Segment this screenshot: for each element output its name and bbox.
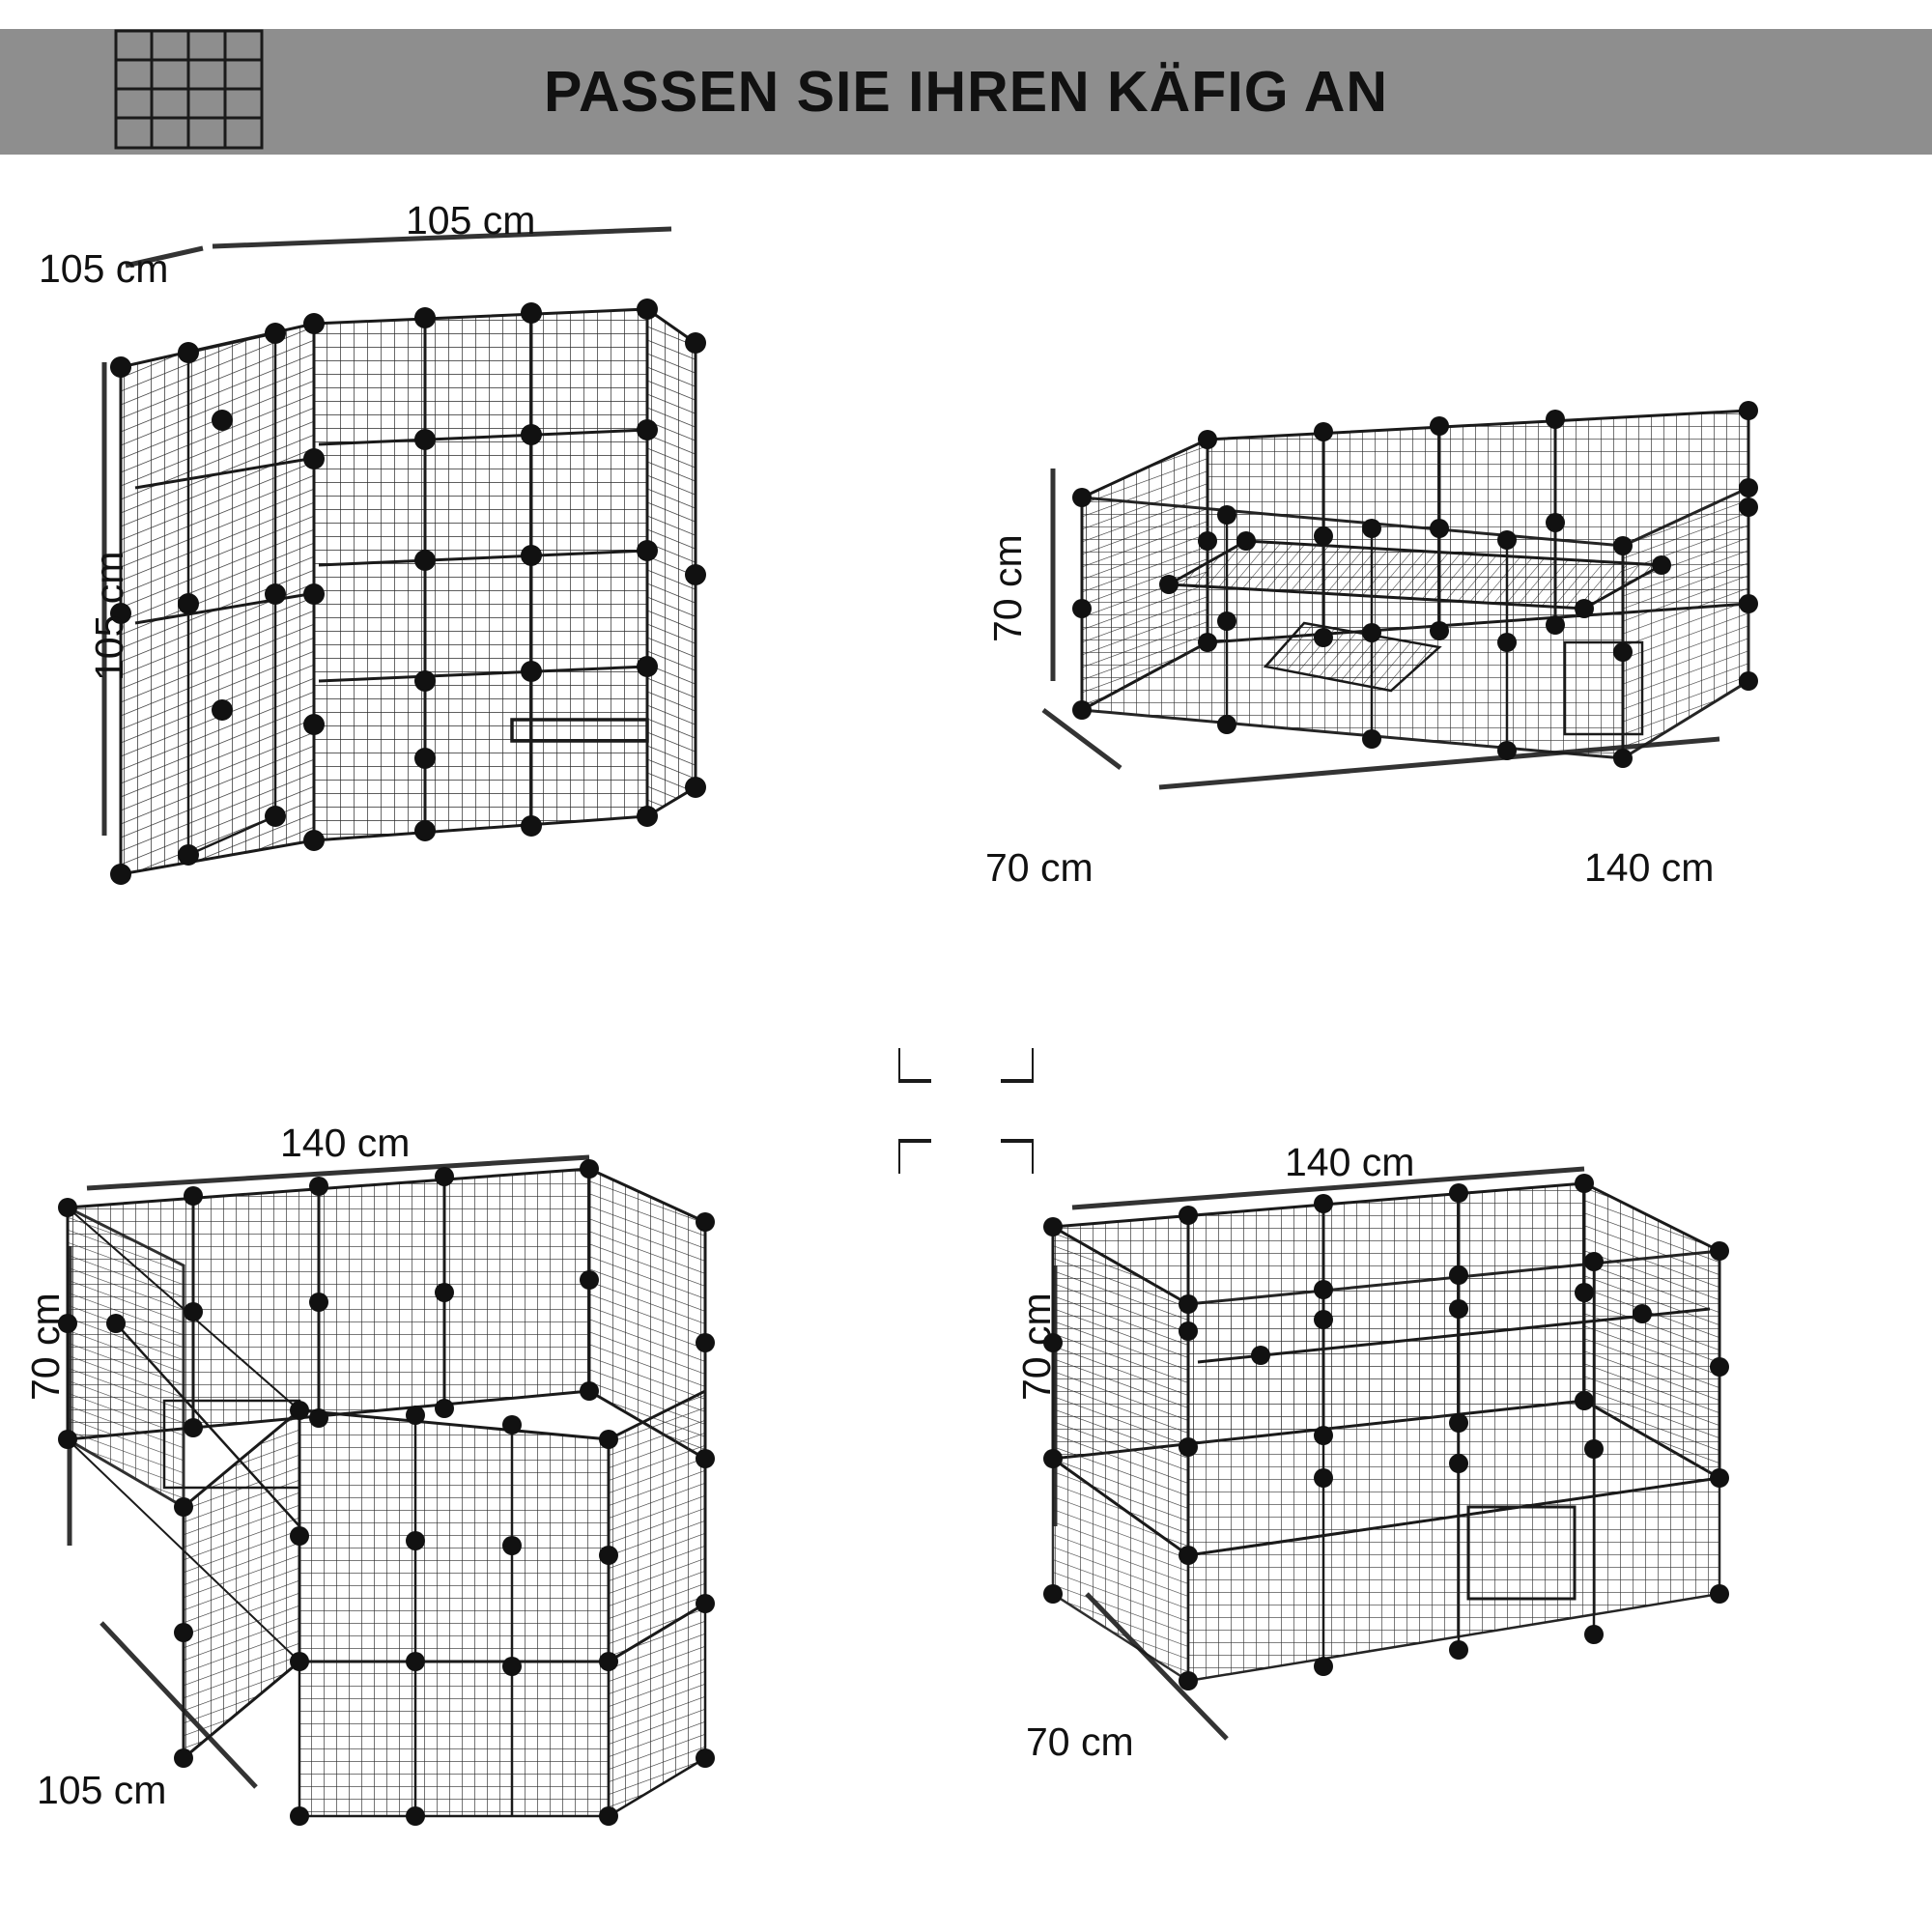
grid-panel-icon — [114, 29, 264, 150]
dim-depth-front-left: 105 cm — [37, 1768, 167, 1812]
dim-depth-front-left: 70 cm — [1026, 1719, 1134, 1764]
dim-width-front: 140 cm — [1584, 845, 1715, 890]
figure-cage-config-two-level-long — [985, 401, 1903, 942]
dim-height-left: 105 cm — [87, 551, 131, 681]
cage-drawing-tall-tower — [29, 198, 927, 913]
cage-drawing-open-box — [1005, 1140, 1913, 1835]
dim-height-left: 70 cm — [1014, 1293, 1059, 1401]
dim-depth-left: 105 cm — [39, 246, 169, 291]
dim-width-top: 140 cm — [280, 1121, 411, 1165]
header-banner — [0, 29, 1932, 155]
figure-cage-config-tall-tower — [29, 198, 927, 913]
dim-depth-front-left: 70 cm — [985, 845, 1094, 890]
page-title: PASSEN SIE IHREN KÄFIG AN — [543, 60, 1389, 124]
figure-cage-config-l-shape — [10, 1121, 927, 1893]
dim-height-left: 70 cm — [985, 534, 1030, 642]
figure-cage-config-open-box — [1005, 1140, 1913, 1835]
cage-drawing-two-level-long — [985, 401, 1903, 942]
dim-width-top: 140 cm — [1285, 1140, 1415, 1184]
dim-height-left: 70 cm — [23, 1293, 68, 1401]
dim-width-top: 105 cm — [406, 198, 536, 242]
